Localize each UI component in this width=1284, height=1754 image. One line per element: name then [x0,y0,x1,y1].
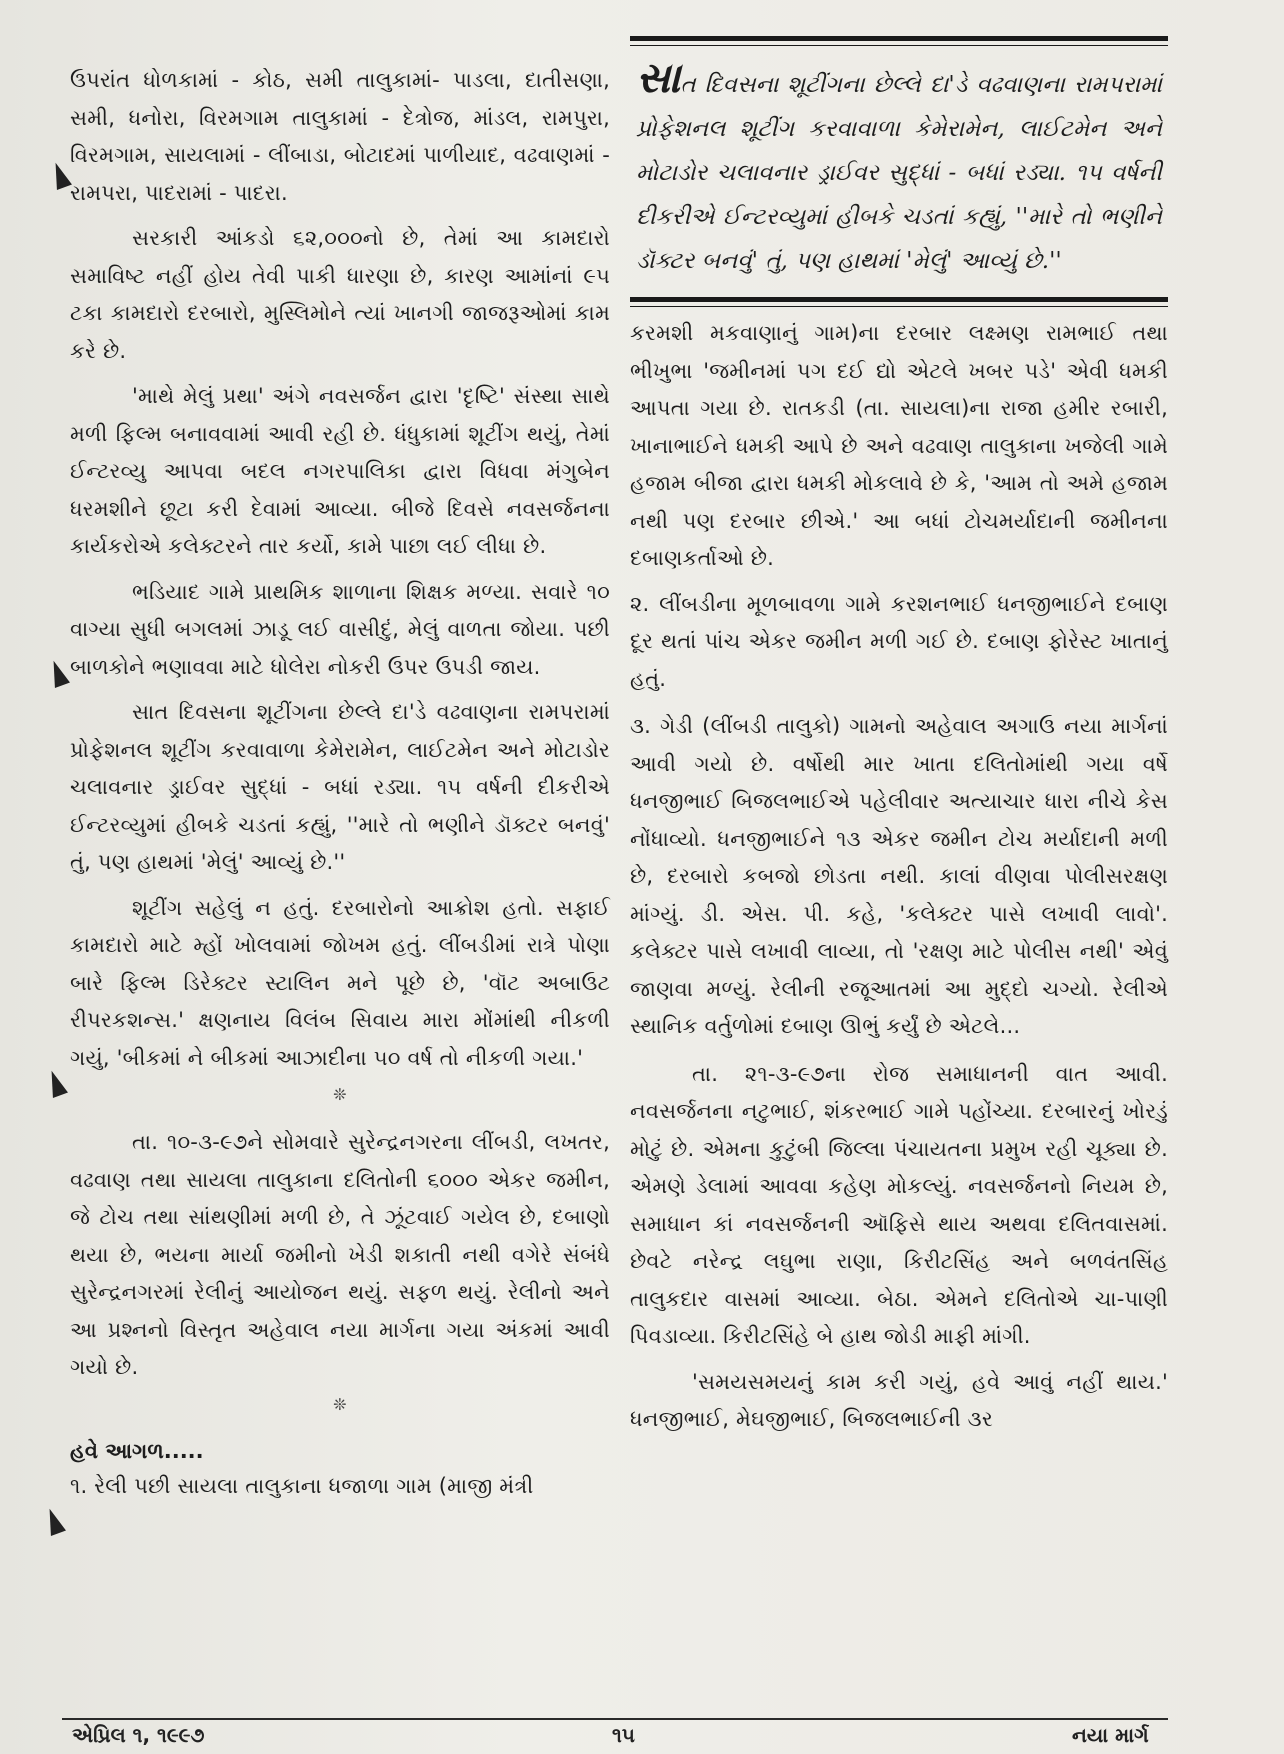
pull-quote-text: ત દિવસના શૂટીંગના છેલ્લે દા'ડે વઢવાણના રામપરામાં પ્રોફેશનલ શૂટીંગ કરવાવાળા કેમેરામેન, લાઈટમેન અને મોટાડોર ચલાવનાર ડ્રાઈવર સુદ્ધાં - બધાં રડ્યા. ૧૫ વર્ષની દીકરીએ ઈન્ટરવ્યુમાં હીબકે ચડતાં કહ્યું, ''મારે તો ભણીને ડૉક્ટર બનવું' તું, પણ હાથમાં 'મેલું' આવ્યું છે.'' [636,72,1162,274]
paragraph: સરકારી આંકડો ૬૨,૦૦૦નો છે, તેમાં આ કામદારો સમાવિષ્ટ નહીં હોય તેવી પાકી ધારણા છે, કારણ આમાંનાં ૯૫ ટકા કામદારો દરબારો, મુસ્લિમોને ત્યાં ખાનગી જાજરૂઓમાં કામ કરે છે. [70,226,610,363]
paragraph: ઉપરાંત ધોળકામાં - કોઠ, સમી તાલુકામાં- પાડલા, દાતીસણા, સમી, ધનોરા, વિરમગામ તાલુકામાં - દેત્રોજ, માંડલ, રામપુરા, વિરમગામ, સાયલામાં - લીંબાડા, બોટાદમાં પાળીયાદ, વઢવાણમાં - રામપરા, પાદરામાં - પાદરા. [70,68,610,205]
paragraph: સાત દિવસના શૂટીંગના છેલ્લે દા'ડે વઢવાણના રામપરામાં પ્રોફેશનલ શૂટીંગ કરવાવાળા કેમેરામેન, લાઈટમેન અને મોટાડોર ચલાવનાર ડ્રાઈવર સુદ્ધાં - બધાં રડ્યા. ૧૫ વર્ષની દીકરીએ ઈન્ટરવ્યુમાં હીબકે ચડતાં કહ્યું, ''મારે તો ભણીને ડૉક્ટર બનવું' તું, પણ હાથમાં 'મેલું' આવ્યું છે.'' [70,700,610,874]
pullquote-bottom-rule-thin [630,306,1168,307]
right-column [630,36,1168,1447]
pull-quote [630,46,1168,297]
footer-rule [62,1718,1168,1720]
section-separator: ❊ [333,1085,347,1104]
paragraph: ૨. લીંબડીના મૂળબાવળા ગામે કરશનભાઈ ધનજીભાઈને દબાણ દૂર થતાં પાંચ એકર જમીન મળી ગઈ છે. દબાણ ફોરેસ્ટ ખાતાનું હતું. [630,591,1168,691]
footer-date: એપ્રિલ ૧, ૧૯૯૭ [72,1723,205,1747]
subheading: હવે આગળ..... [70,1438,204,1463]
paragraph: તા. ૨૧-૩-૯૭ના રોજ સમાધાનની વાત આવી. નવસર્જનના નટુભાઈ, શંકરભાઈ ગામે પહોંચ્યા. દરબારનું ખોરડું મોટું છે. એમના કુટુંબી જિલ્લા પંચાયતના પ્રમુખ રહી ચૂક્યા છે. એમણે ડેલામાં આવવા કહેણ મોકલ્યું. નવસર્જનનો નિયમ છે, સમાધાન કાં નવસર્જનની ઑફિસે થાય અથવા દલિતવાસમાં. છેવટે નરેન્દ્ર લઘુભા રાણા, કિરીટસિંહ અને બળવંતસિંહ તાલુકદાર વાસમાં આવ્યા. બેઠા. એમને દલિતોએ ચા-પાણી પિવડાવ્યા. કિરીટસિંહે બે હાથ જોડી માફી માંગી. [630,1061,1168,1348]
paragraph: ૧. રેલી પછી સાયલા તાલુકાના ધજાળા ગામ (માજી મંત્રી [70,1473,534,1498]
pullquote-bottom-rule [630,297,1168,302]
section-separator: ❊ [333,1394,347,1414]
margin-mark-icon [46,658,70,688]
margin-mark-icon [44,1068,68,1098]
paragraph: 'માથે મેલું પ્રથા' અંગે નવસર્જન દ્વારા 'દૃષ્ટિ' સંસ્થા સાથે મળી ફિલ્મ બનાવવામાં આવી રહી છે. ધંધુકામાં શૂટીંગ થયું, તેમાં ઈન્ટરવ્યુ આપવા બદલ નગરપાલિકા દ્વારા વિધવા મંગુબેન ધરમશીને છૂટા કરી દેવામાં આવ્યા. બીજે દિવસે નવસર્જનના કાર્યકરોએ કલેક્ટરને તાર કર્યો, કામે પાછા લઈ લીધા છે. [70,384,610,558]
pull-quote-drop-word: સા [636,53,681,102]
margin-mark-icon [42,1506,66,1536]
paragraph: ભડિયાદ ગામે પ્રાથમિક શાળાના શિક્ષક મળ્યા. સવારે ૧૦ વાગ્યા સુધી બગલમાં ઝાડૂ લઈ વાસીદું, મેલું વાળતા જોયા. પછી બાળકોને ભણાવવા માટે ધોલેરા નોકરી ઉપર ઉપડી જાય. [70,579,610,679]
paragraph: ૩. ગેડી (લીંબડી તાલુકો) ગામનો અહેવાલ અગાઉ નયા માર્ગનાં આવી ગયો છે. વર્ષોથી માર ખાતા દલિતોમાંથી ગયા વર્ષે ધનજીભાઈ બિજલભાઈએ પહેલીવાર અત્યાચાર ધારા નીચે કેસ નોંધાવ્યો. ધનજીભાઈને ૧૩ એકર જમીન ટોચ મર્યાદાની મળી છે, દરબારો કબજો છોડતા નથી. કાલાં વીણવા પોલીસરક્ષણ માંગ્યું. ડી. એસ. પી. કહે, 'કલેક્ટર પાસે લખાવી લાવો'. કલેક્ટર પાસે લખાવી લાવ્યા, તો 'રક્ષણ માટે પોલીસ નથી' એવું જાણવા મળ્યું. રેલીની રજૂઆતમાં આ મુદ્દો ચગ્યો. રેલીએ સ્થાનિક વર્તુળોમાં દબાણ ઊભું કર્યું છે એટલે... [630,714,1168,1038]
page-number: ૧૫ [612,1723,635,1747]
pullquote-top-rule [630,36,1168,41]
magazine-name: નયા માર્ગ [1072,1723,1149,1747]
left-column [70,62,610,1513]
paragraph: કરમશી મકવાણાનું ગામ)ના દરબાર લક્ષ્મણ રામભાઈ તથા ભીખુભા 'જમીનમાં પગ દઈ દ્યો એટલે ખબર પડે' એવી ધમકી આપતા ગયા છે. રાતકડી (તા. સાયલા)ના રાજા હમીર રબારી, ખાનાભાઈને ધમકી આપે છે અને વઢવાણ તાલુકાના ખજેલી ગામે હજામ બીજા દ્વારા ધમકી મોકલાવે છે કે, 'આમ તો અમે હજામ નથી પણ દરબાર છીએ.' આ બધાં ટોચમર્યાદાની જમીનના દબાણકર્તાઓ છે. [630,321,1168,570]
margin-mark-icon [48,160,72,190]
paragraph: શૂટીંગ સહેલું ન હતું. દરબારોનો આક્રોશ હતો. સફાઈ કામદારો માટે મ્હોં ખોલવામાં જોખમ હતું. લીંબડીમાં રાત્રે પોણા બારે ફિલ્મ ડિરેક્ટર સ્ટાલિન મને પૂછે છે, 'વૉટ અબાઉટ રીપરકશન્સ.' ક્ષણનાય વિલંબ સિવાય મારા મોંમાંથી નીકળી ગયું, 'બીકમાં ને બીકમાં આઝાદીના ૫૦ વર્ષ તો નીકળી ગયા.' [70,895,610,1070]
paragraph: તા. ૧૦-૩-૯૭ને સોમવારે સુરેન્દ્રનગરના લીંબડી, લખતર, વઢવાણ તથા સાયલા તાલુકાના દલિતોની ૬૦૦૦ એકર જમીન, જે ટોચ તથા સાંથણીમાં મળી છે, તે ઝૂંટવાઈ ગયેલ છે, દબાણો થયા છે, ભયના માર્યા જમીનો ખેડી શકાતી નથી વગેરે સંબંધે સુરેન્દ્રનગરમાં રેલીનું આયોજન થયું. સફળ થયું. રેલીનો અને આ પ્રશ્નનો વિસ્તૃત અહેવાલ નયા માર્ગના ગયા અંકમાં આવી ગયો છે. [70,1130,610,1379]
paragraph: 'સમયસમયનું કામ કરી ગયું, હવે આવું નહીં થાય.' ધનજીભાઈ, મેઘજીભાઈ, બિજલભાઈની ૩ર [630,1369,1168,1431]
